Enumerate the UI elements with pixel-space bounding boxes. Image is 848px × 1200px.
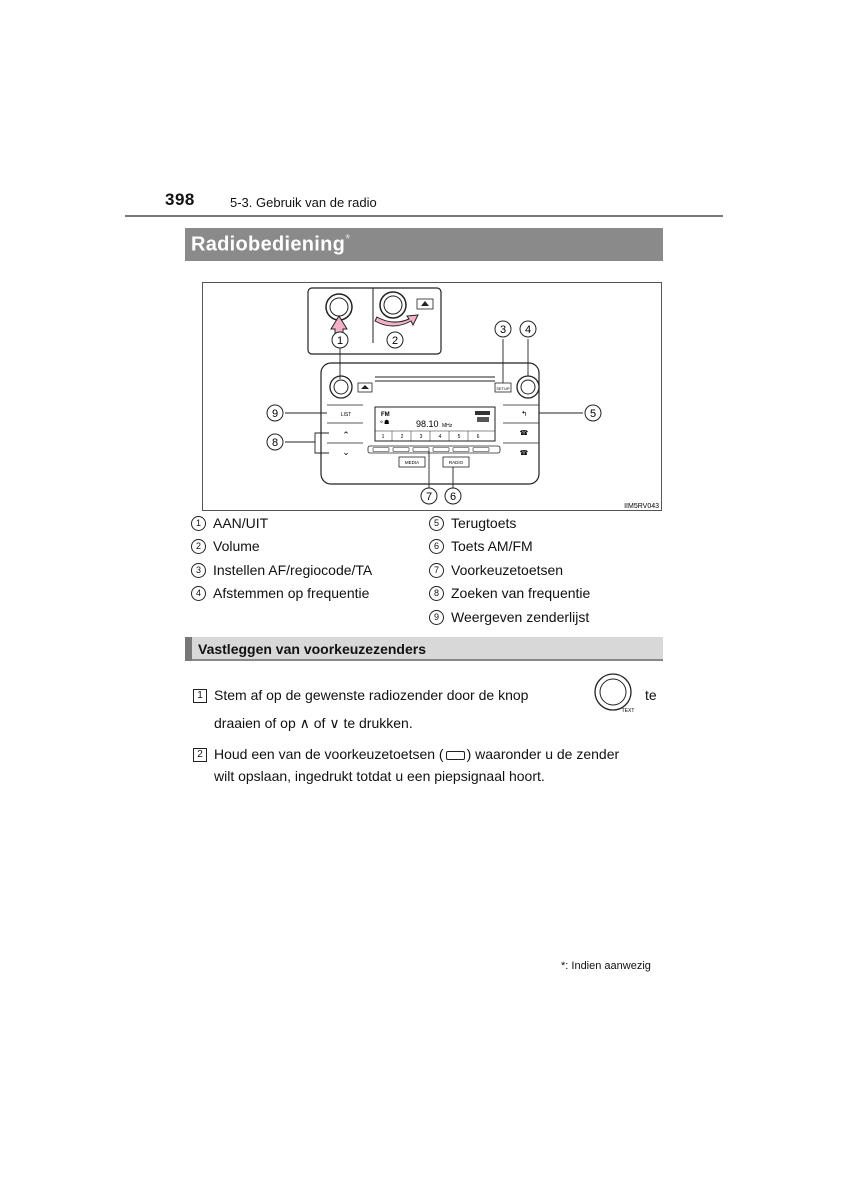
preset-key <box>473 448 489 452</box>
band-text: FM <box>381 412 390 418</box>
legend-item <box>429 538 533 554</box>
section-reference: 5-3. Gebruik van de radio <box>230 195 377 210</box>
step-1-text-a: Stem af op de gewenste radiozender door de knop <box>214 687 529 703</box>
legend-item <box>429 585 590 601</box>
phone-hangup-icon: ☎ <box>519 449 529 457</box>
footnote-marker: * <box>561 960 566 972</box>
legend-number: 4 <box>191 586 206 601</box>
callout-number: 3 <box>499 324 507 336</box>
legend-number: 1 <box>191 516 206 531</box>
legend-label: Instellen AF/regiocode/TA <box>213 562 373 578</box>
callout-number: 7 <box>425 491 433 503</box>
preset-key <box>453 448 469 452</box>
preset-label: 6 <box>476 434 480 440</box>
preset-label: 4 <box>438 434 442 440</box>
step-1-text-line2: draaien of op ∧ of ∨ te drukken. <box>214 715 413 731</box>
footnote-text: : Indien aanwezig <box>565 960 651 972</box>
step-1-text-b: te <box>645 687 657 703</box>
preset-label: 3 <box>419 434 423 440</box>
tune-knob-icon <box>517 376 539 398</box>
legend-item <box>429 515 516 531</box>
main-power-knob-icon <box>330 376 352 398</box>
callout-number: 5 <box>589 408 597 420</box>
phone-answer-icon: ☎ <box>519 429 529 437</box>
legend-label: Toets AM/FM <box>451 538 533 554</box>
legend-item <box>191 585 369 601</box>
list-button-label: LIST <box>340 412 352 418</box>
preset-key <box>433 448 449 452</box>
subsection-title: Vastleggen van voorkeuzezenders <box>198 641 426 657</box>
seek-down-icon: ⌄ <box>342 448 350 458</box>
radio-illustration <box>203 283 663 512</box>
frequency-text: 98.10 <box>416 419 439 429</box>
legend-number: 9 <box>429 610 444 625</box>
legend-number: 3 <box>191 563 206 578</box>
setup-label: SETUP <box>496 386 510 391</box>
step-2-text-a: Houd een van de voorkeuzetoetsen ( <box>214 746 444 762</box>
header-rule <box>125 215 723 217</box>
preset-label: 1 <box>381 434 385 440</box>
callout-number: 9 <box>271 408 279 420</box>
step-2-text <box>214 743 619 766</box>
legend-number: 7 <box>429 563 444 578</box>
text-knob-label: TEXT <box>621 708 635 714</box>
radio-label: RADIO <box>448 460 464 465</box>
callout-number: 1 <box>336 335 344 347</box>
preset-label: 2 <box>400 434 404 440</box>
callout-number: 2 <box>391 335 399 347</box>
step-2-text-line2: wilt opslaan, ingedrukt totdat u een piepsignaal hoort. <box>214 768 545 784</box>
radio-figure <box>202 282 662 511</box>
seek-up-icon: ⌃ <box>342 431 350 441</box>
legend-item <box>429 562 563 578</box>
step-2-text-b: ) waaronder u de zender <box>466 746 620 762</box>
preset-key-icon <box>446 751 465 760</box>
page-title <box>191 231 351 257</box>
legend-item <box>191 538 260 554</box>
legend-number: 5 <box>429 516 444 531</box>
text-knob-icon <box>593 672 637 716</box>
preset-label: 5 <box>457 434 461 440</box>
preset-key <box>373 448 389 452</box>
media-label: MEDIA <box>404 460 420 465</box>
legend-number: 8 <box>429 586 444 601</box>
legend-label: Zoeken van frequentie <box>451 585 591 601</box>
callout-number: 6 <box>449 491 457 503</box>
subsection-accent <box>185 637 192 661</box>
legend-label: Weergeven zenderlijst <box>451 609 590 625</box>
legend-label: Afstemmen op frequentie <box>213 585 370 601</box>
legend-number: 2 <box>191 539 206 554</box>
preset-key <box>393 448 409 452</box>
legend-label: Volume <box>213 538 260 554</box>
asterisk-marker: * <box>345 231 351 246</box>
legend-number: 6 <box>429 539 444 554</box>
frequency-unit: MHz <box>442 423 453 429</box>
preset-key <box>413 448 429 452</box>
legend-label: AAN/UIT <box>213 515 269 531</box>
step-number-2: 2 <box>193 748 207 762</box>
legend-label: Terugtoets <box>451 515 517 531</box>
callout-number: 8 <box>271 437 279 449</box>
status-indicator-2 <box>477 417 489 422</box>
callout-number: 4 <box>524 324 532 336</box>
status-indicator <box>475 411 490 415</box>
footnote <box>561 960 651 972</box>
figure-code: IIM5RV043 <box>624 503 659 510</box>
page-number: 398 <box>165 190 195 209</box>
legend-label: Voorkeuzetoetsen <box>451 562 564 578</box>
legend-item <box>429 609 589 625</box>
legend-item <box>191 562 372 578</box>
legend-item <box>191 515 268 531</box>
signal-icon: ⚬☗ <box>379 419 390 426</box>
step-number-1: 1 <box>193 689 207 703</box>
page-title-text: Radiobediening <box>191 233 346 256</box>
back-icon: ↰ <box>521 410 527 418</box>
